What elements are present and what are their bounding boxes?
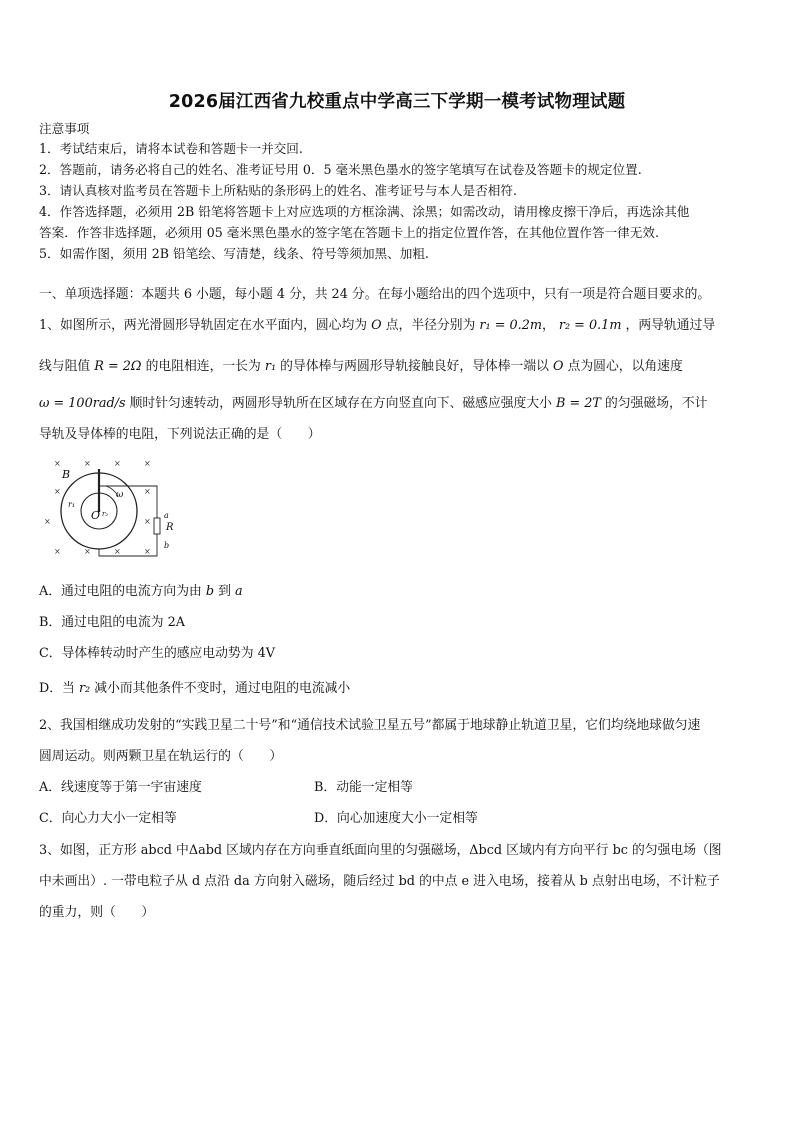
q2-line-2: 圆周运动。则两颗卫星在轨运行的（ ） [39, 749, 283, 764]
notice-item-4: 4．作答选择题，必须用 2B 铅笔将答题卡上对应选项的方框涂满、涂黑；如需改动，请用橡皮擦干净后，再选涂其他 [39, 204, 690, 219]
section-heading: 一、单项选择题：本题共 6 小题，每小题 4 分，共 24 分。在每小题给出的四个选项中，只有一项是符合题目要求的。 [39, 287, 711, 302]
q1-option-c: C．导体棒转动时产生的感应电动势为 4V [39, 646, 275, 661]
q1-line-3 [39, 396, 707, 412]
q1-omega-value: ω = 100rad/s [39, 396, 126, 411]
q2-option-d: D．向心加速度大小一定相等 [314, 811, 478, 826]
q1-text: 的电阻相连，一长为 [145, 359, 261, 374]
q1-text: 点为圆心，以角速度 [567, 359, 683, 374]
q2-option-b: B．动能一定相等 [314, 780, 413, 795]
label-r2: r₂ [102, 510, 109, 518]
q1-text: 顺时针匀速转动，两圆形导轨所在区域存在方向竖直向下、磁感应强度大小 [129, 396, 552, 411]
q1-option-a-text: A．通过电阻的电流方向为由 [39, 584, 202, 599]
notice-item-3: 3．请认真核对监考员在答题卡上所粘贴的条形码上的姓名、准考证号与本人是否相符. [39, 183, 517, 198]
field-cross: × [144, 487, 151, 496]
q1-R-value: R = 2Ω [94, 359, 142, 374]
field-cross: × [144, 517, 151, 526]
notice-item-1: 1．考试结束后，请将本试卷和答题卡一并交回. [39, 141, 303, 156]
field-cross: × [144, 459, 151, 468]
notice-item-2: 2．答题前，请务必将自己的姓名、准考证号用 0．5 毫米黑色墨水的签字笔填写在试卷及答题卡的规定位置. [39, 162, 642, 177]
q1-option-d-text2: 减小而其他条件不变时，通过电阻的电流减小 [94, 681, 351, 696]
field-cross: × [54, 547, 61, 556]
notice-item-4-cont: 答案．作答非选择题，必须用 05 毫米黑色墨水的签字笔在答题卡上的指定位置作答，在其他位置作答一律无效. [39, 225, 659, 240]
q1-option-a-b: b [205, 584, 215, 599]
q1-option-d-text: D．当 [39, 681, 75, 696]
label-B: B [62, 468, 71, 481]
q1-r2-value: r₂ = 0.1m [558, 318, 622, 333]
label-O: O [91, 509, 101, 522]
q1-text: 线与阻值 [39, 359, 91, 374]
q1-text: 的导体棒与两圆形导轨接触良好，导体棒一端以 [280, 359, 549, 374]
q1-line-4: 导轨及导体棒的电阻，下列说法正确的是（ ） [39, 427, 321, 442]
field-cross: × [54, 487, 61, 496]
q1-text: ，两导轨通过导 [625, 318, 716, 333]
q1-option-d [39, 681, 350, 697]
q1-B-value: B = 2T [556, 396, 601, 411]
q3-line-1: 3、如图，正方形 abcd 中Δabd 区域内存在方向垂直纸面向里的匀强磁场，Δbcd 区域内有方向平行 bc 的匀强电场（图 [39, 843, 722, 858]
field-cross: × [114, 547, 121, 556]
q1-symbol-r1: r₁ [264, 359, 277, 374]
field-cross: × [114, 459, 121, 468]
q1-line-1: 1、如图所示，两光滑圆形导轨固定在水平面内，圆心均为 O 点，半径分别为 r₁ = 0.2m， r₂ = 0.1m ，两导轨通过导 [39, 318, 716, 333]
field-cross: × [84, 547, 91, 556]
q2-option-c: C．向心力大小一定相等 [39, 811, 177, 826]
q1-figure [40, 456, 180, 562]
q1-text: 1、如图所示，两光滑圆形导轨固定在水平面内，圆心均为 [39, 318, 368, 333]
q1-line-2 [39, 359, 683, 375]
label-omega: ω [116, 490, 124, 500]
q1-option-d-r2: r₂ [78, 681, 91, 696]
q2-line-1: 2、我国相继成功发射的“实践卫星二十号”和“通信技术试验卫星五号”都属于地球静止轨道卫星，它们均绕地球做匀速 [39, 718, 701, 733]
q1-option-a [39, 584, 243, 600]
field-cross: × [144, 547, 151, 556]
q1-r1-value: r₁ = 0.2m [479, 318, 542, 333]
q3-line-3: 的重力，则（ ） [39, 905, 155, 920]
field-cross: × [54, 459, 61, 468]
label-a: a [164, 511, 169, 520]
field-cross: × [84, 459, 91, 468]
q1-symbol-O: O [371, 318, 382, 333]
notice-item-5: 5．如需作图，须用 2B 铅笔绘、写清楚，线条、符号等须加黑、加粗. [39, 246, 429, 261]
page-title: 2026届江西省九校重点中学高三下学期一模考试物理试题 [168, 92, 626, 112]
label-b: b [164, 541, 170, 550]
q1-text: 的匀强磁场，不计 [605, 396, 708, 411]
q1-option-b: B．通过电阻的电流为 2A [39, 615, 186, 630]
q1-option-a-a: a [235, 584, 243, 599]
field-cross: × [44, 517, 51, 526]
q3-line-2: 中未画出）. 一带电粒子从 d 点沿 da 方向射入磁场，随后经过 bd 的中点 e 进入电场，接着从 b 点射出电场，不计粒子 [39, 874, 720, 889]
label-r1: r₁ [68, 500, 76, 509]
q1-symbol-O: O [552, 359, 564, 374]
label-R: R [166, 522, 174, 533]
q2-option-a: A．线速度等于第一宇宙速度 [39, 780, 202, 795]
q1-option-a-to: 到 [218, 584, 231, 599]
resistor [154, 518, 160, 534]
q1-text: 点，半径分别为 [385, 318, 476, 333]
notice-heading: 注意事项 [39, 121, 90, 136]
